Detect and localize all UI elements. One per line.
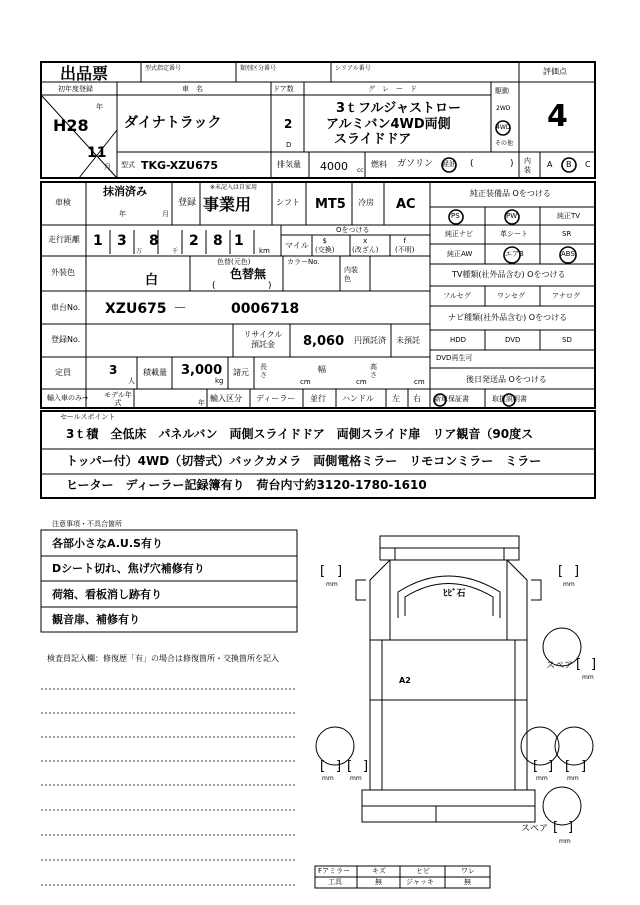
model-value: TKG-XZU675	[141, 159, 219, 172]
bracket-rr-close: ]	[548, 759, 554, 774]
displacement-label: 排気量	[277, 160, 301, 169]
inspection-value: 抹消済み	[103, 185, 147, 198]
model-year-label: モデル年式	[104, 391, 132, 407]
recycle-paid: 円預託済	[354, 336, 386, 345]
mm-spare-bottom: mm	[559, 838, 571, 845]
recycle-label: リサイクル預託金	[243, 330, 283, 349]
notes-line-1: 各部小さなA.U.S有り	[52, 537, 163, 550]
capacity-value: 3	[109, 363, 118, 377]
mm-rr: mm	[536, 775, 548, 782]
recycle-value: 8,060	[303, 334, 345, 349]
first-reg-label: 初年度登録	[58, 85, 93, 93]
chassis-dash: －	[173, 301, 187, 317]
grade-line-2: アルミバン4WD両側	[326, 117, 451, 132]
interior-label: 内装	[524, 157, 531, 174]
displacement-value: 4000	[320, 160, 348, 173]
model-label: 型式	[121, 161, 135, 169]
chassis-number: 0006718	[231, 301, 300, 317]
dvd-playable: DVD再生可	[436, 354, 473, 362]
notes-label: 注意事項・不具合箇所	[52, 520, 122, 528]
tv-oneseg: ワンセグ	[497, 292, 525, 300]
length-label: 長さ	[260, 363, 267, 379]
exterior-value: 白	[145, 273, 159, 288]
bracket-spare-top-close: ]	[591, 657, 597, 672]
first-reg-month: 11	[87, 145, 107, 161]
handle-left: 左	[392, 394, 400, 403]
meter-unknown: f (不明)	[395, 237, 415, 254]
height-unit: cm	[414, 378, 425, 386]
fuel-value: ガソリン	[397, 159, 434, 169]
use-label: 登録	[178, 198, 197, 208]
bracket-rr2-close: ]	[581, 759, 587, 774]
drive-other: その他	[495, 140, 514, 147]
bracket-spare-bottom-open: [	[553, 820, 559, 835]
drive-2wd: 2WD	[496, 105, 511, 112]
mileage-sen: 千	[172, 248, 179, 255]
doors-value: 2	[284, 117, 293, 131]
equip-ps: PS	[451, 212, 460, 220]
tv-title: TV種類(社外品含む) Oをつける	[452, 270, 566, 279]
year-label: 年	[96, 103, 103, 111]
fuel-paren-open: (	[470, 159, 474, 169]
navi-hdd: HDD	[450, 336, 467, 344]
mileage-digit-5: 8	[213, 233, 223, 249]
bracket-rl-open: [	[320, 759, 326, 774]
after-warranty: 新車保証書	[434, 395, 469, 403]
equip-aw: 純正AW	[447, 250, 473, 258]
chip-mark: ﾋﾋﾞ石	[443, 589, 466, 599]
mm-fl: mm	[326, 581, 338, 588]
meter-tampered: x (改ざん)	[352, 237, 379, 254]
reg-no-label: 登録No.	[51, 335, 81, 344]
sales-line-1: 3ｔ積 全低床 パネルバン 両側スライドドア 両側スライド扉 リア観音（90度ス	[66, 427, 534, 441]
interior-c: C	[585, 160, 591, 169]
inspection-month: 月	[162, 210, 169, 218]
equip-pw: PW	[506, 212, 518, 220]
fuel-label: 燃料	[371, 160, 387, 169]
serial-no-label: シリアル番号	[335, 65, 371, 72]
private-note: ※未記入は自家用	[210, 184, 258, 191]
capacity-unit: 人	[128, 377, 135, 385]
name-label: 車 名	[182, 85, 203, 93]
fuel-paren-close: )	[510, 159, 514, 169]
navi-dvd: DVD	[505, 336, 521, 344]
score-value: 4	[547, 99, 568, 134]
mileage-label: 走行距離	[48, 235, 80, 244]
legend-break: ワレ	[461, 867, 475, 875]
inspection-label: 車検	[55, 198, 71, 207]
ac-label: 冷房	[358, 198, 374, 207]
sales-line-2: トッパー付）4WD（切替式）バックカメラ 両側電格ミラー リモコンミラー ミラー	[66, 454, 542, 468]
bracket-rr-open: [	[533, 759, 539, 774]
inspector-label: 検査員記入欄：修復歴「有」の場合は修復箇所・交換箇所を記入	[47, 654, 279, 663]
legend-scratch: キズ	[372, 867, 386, 875]
interior-b: B	[566, 160, 572, 169]
legend-crack: ヒビ	[416, 867, 430, 875]
color-paren-open: (	[212, 281, 216, 291]
equip-title: 純正装備品 Oをつける	[470, 189, 551, 198]
handle-right: 右	[413, 394, 421, 403]
doors-label: ドア数	[273, 85, 294, 93]
exterior-label: 外装色	[51, 268, 75, 277]
drive-label: 駆動	[495, 87, 509, 95]
equip-abs: ABS	[561, 250, 575, 258]
equip-leather: 革シート	[500, 230, 528, 238]
mileage-digit-6: 1	[234, 233, 244, 249]
spare-label-bottom: スペア	[521, 824, 549, 834]
equip-airbag: エアB	[505, 250, 524, 258]
load-unit: kg	[215, 377, 224, 385]
equip-sr: SR	[562, 230, 572, 238]
shift-value: MT5	[315, 197, 346, 212]
mm-rr2: mm	[567, 775, 579, 782]
bracket-rl2-open: [	[347, 759, 353, 774]
cc-unit: cc	[357, 167, 364, 174]
door-type: D	[286, 141, 292, 149]
a2-mark: A2	[399, 676, 411, 685]
import-dealer: ディーラー	[256, 394, 296, 403]
legend-tools: 工具	[328, 878, 342, 886]
notes-line-4: 観音扉、補修有り	[52, 613, 140, 626]
handle-label: ハンドル	[342, 394, 374, 403]
bracket-spare-top-open: [	[576, 657, 582, 672]
model-year-unit: 年	[198, 399, 205, 407]
use-value: 事業用	[203, 195, 252, 214]
mm-rl2: mm	[350, 775, 362, 782]
after-title: 後日発送品 Oをつける	[466, 375, 547, 384]
mm-rl: mm	[322, 775, 334, 782]
dims-label: 諸元	[233, 368, 249, 377]
notes-line-2: Dシート切れ、焦げ穴補修有り	[52, 562, 205, 575]
height-label: 高さ	[370, 363, 377, 379]
drive-4wd: 4WD	[496, 124, 511, 131]
sales-label: セールスポイント	[60, 413, 116, 421]
capacity-label: 定員	[55, 368, 71, 377]
bracket-fl-open: [	[320, 564, 326, 579]
tv-fullseg: フルセグ	[443, 292, 471, 300]
import-label: 輸入車のみ→	[47, 394, 88, 402]
legend-jack: ジャッキ	[406, 878, 434, 886]
mileage-digit-1: 1	[93, 233, 103, 249]
mileage-digit-3: 8	[149, 233, 159, 249]
bracket-spare-bottom-close: ]	[568, 820, 574, 835]
recycle-unpaid: 未預託	[396, 336, 420, 345]
spare-label-top: スペア	[546, 661, 574, 671]
navi-title: ナビ種類(社外品含む) Oをつける	[448, 313, 568, 322]
color-no-label: カラーNo.	[287, 258, 320, 266]
import-parallel: 並行	[310, 394, 326, 403]
legend-mirror: Fアミラー	[318, 867, 351, 875]
form-title: 出品票	[60, 64, 109, 83]
fuel-light-oil: 軽油	[442, 160, 456, 168]
import-class-label: 輸入区分	[210, 394, 242, 403]
notes-line-3: 荷箱、看板消し跡有り	[52, 588, 162, 601]
load-label: 積載量	[143, 368, 167, 377]
class-no-label: 類別区分番号	[240, 65, 277, 72]
after-manual: 取扱説明書	[492, 395, 527, 403]
first-reg-year: H28	[53, 116, 89, 135]
type-no-label: 型式指定番号	[145, 65, 182, 72]
mileage-digit-4: 2	[189, 233, 199, 249]
grade-label: グ レ ー ド	[368, 85, 417, 93]
equip-navi: 純正ナビ	[445, 230, 473, 238]
length-unit: cm	[300, 378, 311, 386]
mm-spare-top: mm	[582, 674, 594, 681]
car-name: ダイナトラック	[124, 115, 222, 131]
grade-line-3: スライドドア	[334, 132, 412, 147]
interior-a: A	[547, 160, 553, 169]
bracket-fr-close: ]	[574, 564, 580, 579]
interior-color-label: 内装色	[344, 266, 358, 283]
ac-value: AC	[396, 197, 416, 212]
month-label: 月	[104, 163, 111, 171]
meter-maru-label: Oをつける	[336, 226, 370, 234]
mileage-digit-2: 3	[117, 233, 127, 249]
mileage-man: 万	[136, 248, 143, 255]
color-change-value: 色替無	[230, 267, 267, 281]
chassis-prefix: XZU675	[105, 301, 167, 317]
inspection-year: 年	[119, 210, 126, 218]
sales-line-3: ヒーター ディーラー記録簿有り 荷台内寸約3120-1780-1610	[66, 478, 427, 492]
shift-label: シフト	[276, 198, 300, 207]
meter-exchanged: $ (交換)	[315, 237, 335, 254]
score-label: 評価点	[543, 67, 567, 76]
bracket-rl2-close: ]	[363, 759, 369, 774]
color-change-label: 色替(元色)	[217, 258, 251, 266]
legend-jack-value: 無	[464, 878, 471, 886]
color-paren-close: )	[268, 281, 272, 291]
mileage-km: km	[259, 247, 270, 255]
width-label: 幅	[318, 365, 326, 374]
bracket-fr-open: [	[558, 564, 564, 579]
load-value: 3,000	[181, 363, 223, 378]
width-unit: cm	[356, 378, 367, 386]
chassis-label: 車台No.	[51, 303, 81, 312]
equip-tv: 純正TV	[557, 212, 581, 220]
tv-analog: アナログ	[552, 292, 580, 300]
meter-mile: マイル	[285, 241, 309, 250]
grade-line-1: 3ｔフルジャストロー	[336, 101, 461, 116]
mm-fr: mm	[563, 581, 575, 588]
navi-sd: SD	[562, 336, 572, 344]
bracket-rr2-open: [	[565, 759, 571, 774]
bracket-rl-close: ]	[336, 759, 342, 774]
bracket-fl-close: ]	[337, 564, 343, 579]
legend-tools-value: 無	[375, 878, 382, 886]
